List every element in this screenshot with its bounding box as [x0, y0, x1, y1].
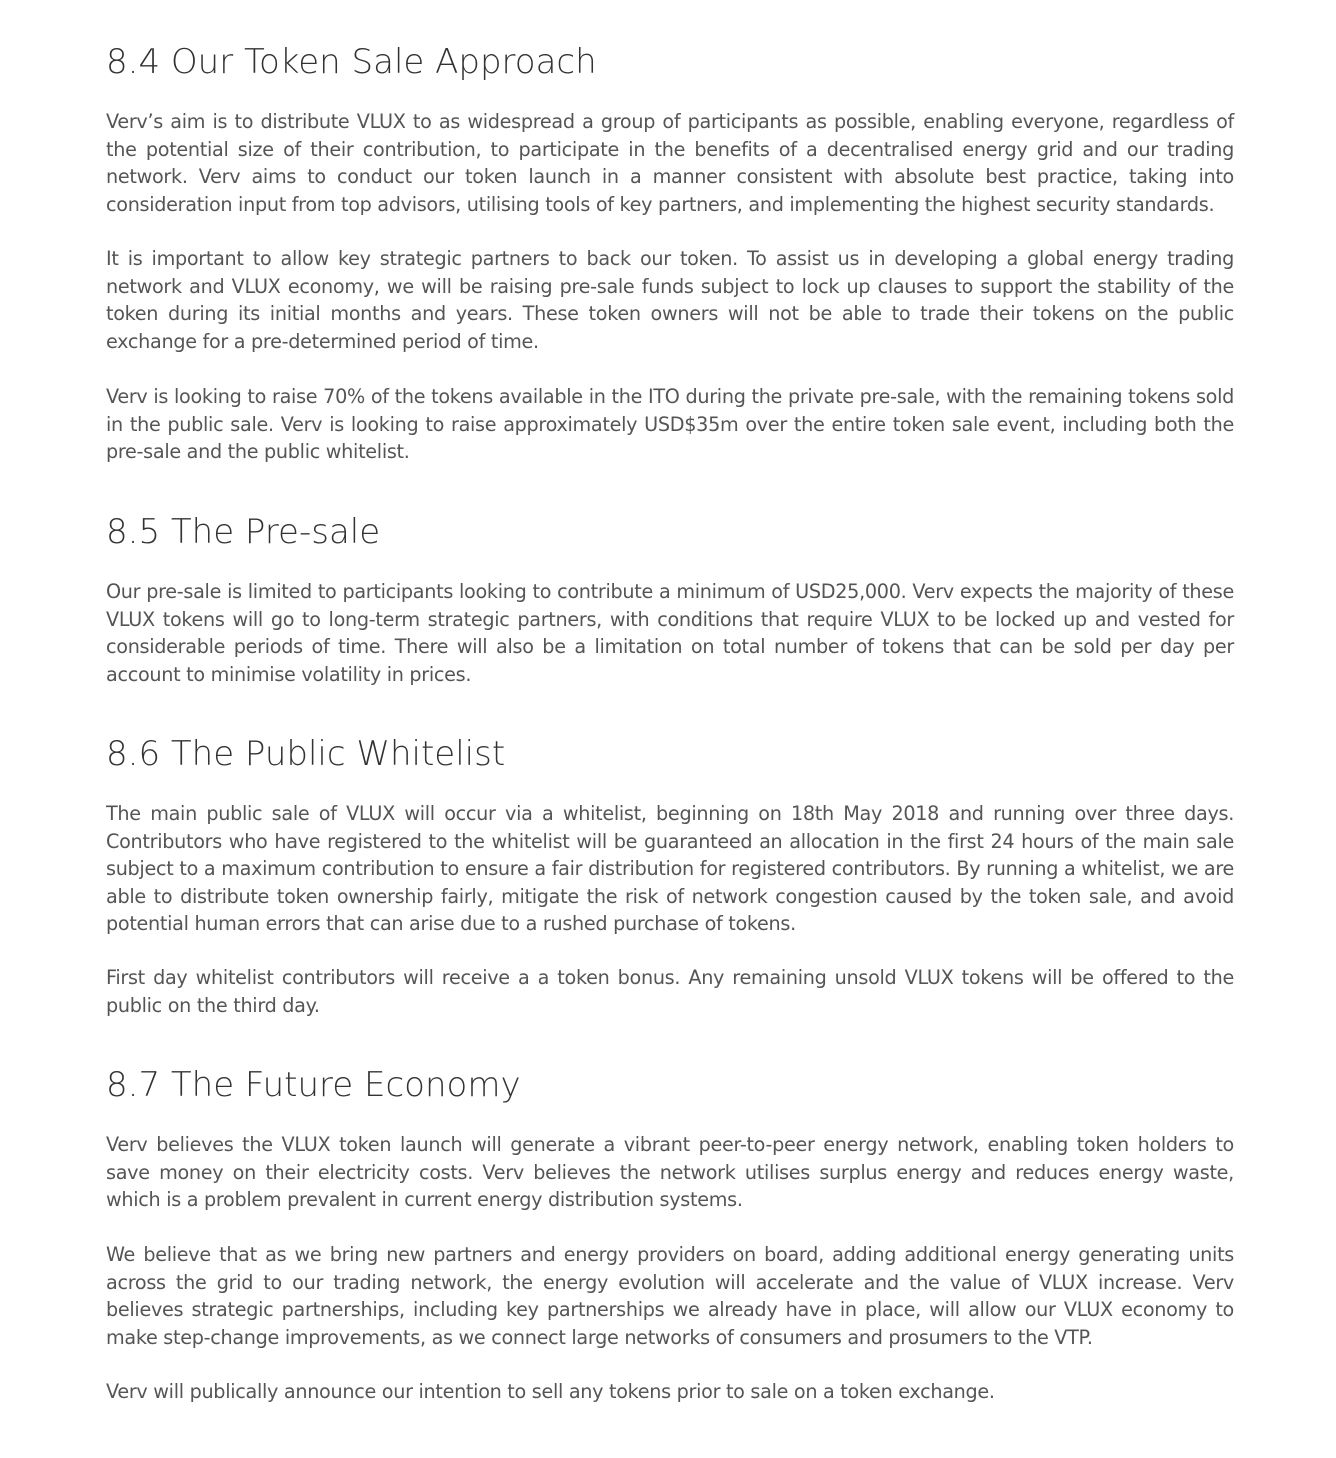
paragraph-text: Verv’s aim is to distribute VLUX to as widespread a group of participants as possible, enabling everyone, regardless of the potential size of their contribution, to participate in the benefits of a decentralised energy grid and our trading network. Verv aims to conduct our token launch in a manner consistent with absolute best practice, taking into consideration input from top advisors, utilising tools of key partners, and implementing the highest security standards. — [106, 110, 1234, 216]
paragraph — [106, 1241, 1234, 1351]
paragraph-text: We believe that as we bring new partners and energy providers on board, adding additional energy generating units across the grid to our trading network, the energy evolution will accelerate and the value of VLUX increase. Verv believes strategic partnerships, including key partnerships we already have in place, will allow our VLUX economy to make step-change improvements, as we connect large networks of consumers and prosumers to the VTP. — [106, 1243, 1234, 1349]
paragraph-text: Our pre-sale is limited to participants looking to contribute a minimum of USD25,000. Verv expects the majority of these VLUX tokens will go to long-term strategic partners, with conditions that require VLUX to be locked up and vested for considerable periods of time. There will also be a limitation on total number of tokens that can be sold per day per account to minimise volatility in prices. — [106, 580, 1234, 686]
paragraph — [106, 245, 1234, 355]
section-heading: 8.5 The Pre-sale — [106, 512, 381, 552]
section-pre-sale — [106, 512, 1234, 552]
paragraph — [106, 1131, 1234, 1214]
paragraph-text: The main public sale of VLUX will occur via a whitelist, beginning on 18th May 2018 and running over three days. Contributors who have registered to the whitelist will be guaranteed an allocation in the first 24 hours of the main sale subject to a maximum contribution to ensure a fair distribution for registered contributors. By running a whitelist, we are able to distribute token ownership fairly, mitigate the risk of network congestion caused by the token sale, and avoid potential human errors that can arise due to a rushed purchase of tokens. — [106, 802, 1234, 935]
paragraph-text: First day whitelist contributors will receive a a token bonus. Any remaining unsold VLUX tokens will be offered to the public on the third day. — [106, 966, 1234, 1017]
section-heading: 8.7 The Future Economy — [106, 1065, 521, 1105]
section-heading: 8.4 Our Token Sale Approach — [106, 42, 597, 82]
section-public-whitelist — [106, 734, 1234, 774]
paragraph-text: It is important to allow key strategic partners to back our token. To assist us in developing a global energy trading network and VLUX economy, we will be raising pre-sale funds subject to lock up clauses to support the stability of the token during its initial months and years. These token owners will not be able to trade their tokens on the public exchange for a pre-determined period of time. — [106, 247, 1234, 353]
section-token-sale-approach — [106, 42, 1234, 82]
paragraph — [106, 383, 1234, 466]
section-heading: 8.6 The Public Whitelist — [106, 734, 506, 774]
section-future-economy — [106, 1065, 1234, 1105]
paragraph — [106, 578, 1234, 688]
paragraph-text: Verv believes the VLUX token launch will generate a vibrant peer-to-peer energy network, enabling token holders to save money on their electricity costs. Verv believes the network utilises surplus energy and reduces energy waste, which is a problem prevalent in current energy distribution systems. — [106, 1133, 1234, 1211]
paragraph — [106, 1378, 1234, 1406]
paragraph-text: Verv is looking to raise 70% of the tokens available in the ITO during the private pre-sale, with the remaining tokens sold in the public sale. Verv is looking to raise approximately USD$35m over the entire token sale event, including both the pre-sale and the public whitelist. — [106, 385, 1234, 463]
paragraph-text: Verv will publically announce our intention to sell any tokens prior to sale on a token exchange. — [106, 1380, 995, 1403]
paragraph — [106, 964, 1234, 1019]
paragraph — [106, 800, 1234, 938]
paragraph — [106, 108, 1234, 218]
